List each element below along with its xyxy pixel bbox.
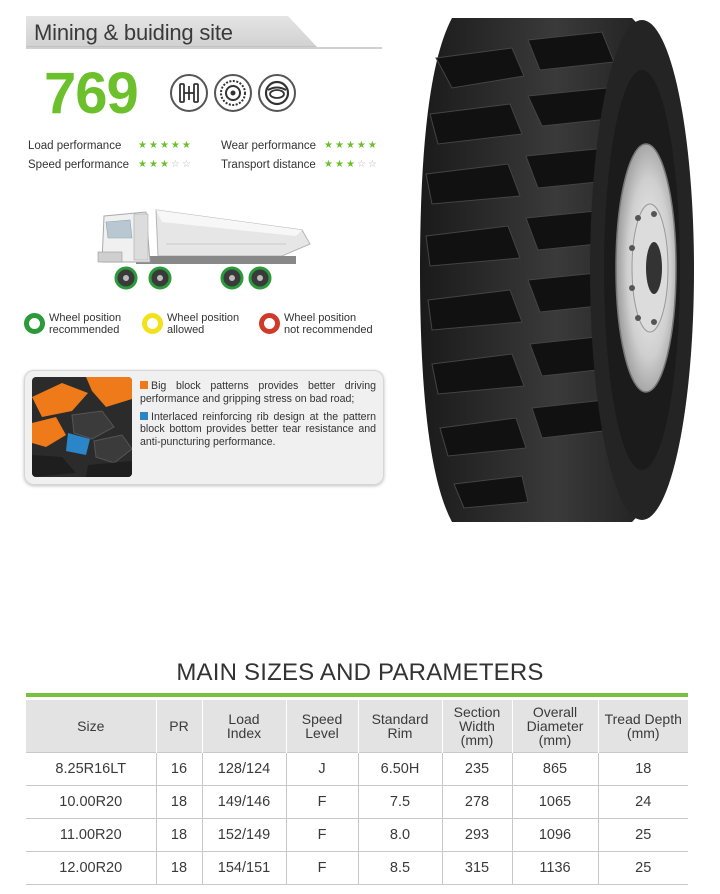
star-filled-icon: ★ bbox=[138, 159, 149, 170]
tire-product-image bbox=[392, 18, 708, 522]
legend-line2: allowed bbox=[167, 324, 205, 336]
yellow-ring-icon bbox=[142, 313, 163, 334]
table-cell: 16 bbox=[156, 752, 202, 785]
star-empty-icon: ☆ bbox=[356, 159, 368, 170]
table-cell: 8.25R16LT bbox=[26, 752, 156, 785]
blue-square-icon bbox=[140, 412, 148, 420]
star-filled-icon: ★ bbox=[138, 140, 149, 151]
orange-square-icon bbox=[140, 381, 148, 389]
star-filled-icon: ★ bbox=[334, 159, 346, 170]
column-header: Size bbox=[26, 700, 156, 752]
star-filled-icon: ★ bbox=[170, 140, 182, 151]
table-cell: 10.00R20 bbox=[26, 785, 156, 818]
rating-load bbox=[28, 136, 193, 155]
rating-label: Transport distance bbox=[221, 158, 316, 171]
rating-label: Wear performance bbox=[221, 139, 317, 152]
table-cell: 18 bbox=[598, 752, 688, 785]
table-cell: F bbox=[286, 818, 358, 851]
table-cell: J bbox=[286, 752, 358, 785]
table-cell: 278 bbox=[442, 785, 512, 818]
table-cell: 1136 bbox=[512, 851, 598, 884]
star-filled-icon: ★ bbox=[148, 140, 160, 151]
table-cell: 149/146 bbox=[202, 785, 286, 818]
star-empty-icon: ☆ bbox=[181, 159, 193, 170]
legend-line1: Wheel position bbox=[49, 312, 122, 324]
page-title: Mining & buiding site bbox=[34, 20, 233, 45]
table-cell: 18 bbox=[156, 851, 202, 884]
legend-line1: Wheel position bbox=[284, 312, 357, 324]
column-header: Tread Depth (mm) bbox=[598, 700, 688, 752]
star-rating bbox=[138, 159, 193, 170]
table-row bbox=[26, 752, 688, 785]
parameters-table bbox=[26, 700, 688, 885]
star-empty-icon: ☆ bbox=[367, 159, 379, 170]
table-cell: F bbox=[286, 785, 358, 818]
steering-wheel-icon bbox=[258, 74, 296, 112]
legend-line2: recommended bbox=[49, 324, 120, 336]
dump-truck-illustration bbox=[96, 200, 312, 300]
table-cell: 7.5 bbox=[358, 785, 442, 818]
axle-icon bbox=[170, 74, 208, 112]
info-para-1: Big block patterns provides better driving performance and gripping stress on bad road; bbox=[140, 380, 376, 405]
table-cell: 18 bbox=[156, 785, 202, 818]
star-filled-icon: ★ bbox=[367, 140, 379, 151]
table-cell: F bbox=[286, 851, 358, 884]
column-header: PR bbox=[156, 700, 202, 752]
table-row bbox=[26, 851, 688, 884]
model-number: 769 bbox=[44, 61, 138, 126]
star-filled-icon: ★ bbox=[181, 140, 193, 151]
rating-speed bbox=[28, 155, 193, 174]
table-cell: 1065 bbox=[512, 785, 598, 818]
star-filled-icon: ★ bbox=[159, 140, 171, 151]
info-bullet-blue bbox=[140, 411, 376, 449]
table-cell: 8.0 bbox=[358, 818, 442, 851]
table-header-row bbox=[26, 700, 688, 752]
table-cell: 25 bbox=[598, 851, 688, 884]
table-row bbox=[26, 818, 688, 851]
red-ring-icon bbox=[259, 313, 280, 334]
star-rating bbox=[324, 159, 379, 170]
column-header: Standard Rim bbox=[358, 700, 442, 752]
info-bullet-orange bbox=[140, 380, 376, 406]
table-cell: 6.50H bbox=[358, 752, 442, 785]
table-cell: 293 bbox=[442, 818, 512, 851]
table-cell: 24 bbox=[598, 785, 688, 818]
table-cell: 12.00R20 bbox=[26, 851, 156, 884]
star-filled-icon: ★ bbox=[345, 140, 357, 151]
section-divider bbox=[26, 693, 688, 697]
tire-disc-icon bbox=[214, 74, 252, 112]
column-header: Section Width (mm) bbox=[442, 700, 512, 752]
table-cell: 18 bbox=[156, 818, 202, 851]
legend-not-recommended bbox=[259, 312, 373, 336]
table-cell: 865 bbox=[512, 752, 598, 785]
header-divider bbox=[26, 47, 382, 49]
star-filled-icon: ★ bbox=[334, 140, 346, 151]
star-filled-icon: ★ bbox=[324, 140, 335, 151]
column-header: Load Index bbox=[202, 700, 286, 752]
table-cell: 154/151 bbox=[202, 851, 286, 884]
tread-pattern-thumbnail bbox=[32, 377, 132, 477]
table-cell: 25 bbox=[598, 818, 688, 851]
star-filled-icon: ★ bbox=[324, 159, 335, 170]
rating-transport bbox=[221, 155, 379, 174]
star-empty-icon: ☆ bbox=[170, 159, 182, 170]
rating-wear bbox=[221, 136, 379, 155]
table-cell: 8.5 bbox=[358, 851, 442, 884]
star-rating bbox=[324, 140, 379, 151]
legend-line2: not recommended bbox=[284, 324, 373, 336]
star-filled-icon: ★ bbox=[159, 159, 171, 170]
info-para-2: Interlaced reinforcing rib design at the pattern block bottom provides better tear resistance and anti-puncturing performance. bbox=[140, 410, 376, 449]
section-title: MAIN SIZES AND PARAMETERS bbox=[176, 659, 544, 686]
column-header: Overall Diameter (mm) bbox=[512, 700, 598, 752]
green-ring-icon bbox=[24, 313, 45, 334]
table-cell: 315 bbox=[442, 851, 512, 884]
star-filled-icon: ★ bbox=[345, 159, 357, 170]
table-cell: 235 bbox=[442, 752, 512, 785]
star-filled-icon: ★ bbox=[148, 159, 160, 170]
table-cell: 1096 bbox=[512, 818, 598, 851]
star-rating bbox=[138, 140, 193, 151]
rating-label: Speed performance bbox=[28, 158, 130, 171]
info-text bbox=[140, 380, 376, 454]
legend-line1: Wheel position bbox=[167, 312, 240, 324]
ratings-right bbox=[221, 136, 379, 174]
table-cell: 152/149 bbox=[202, 818, 286, 851]
table-cell: 128/124 bbox=[202, 752, 286, 785]
table-row bbox=[26, 785, 688, 818]
feature-icons bbox=[170, 74, 296, 112]
rating-label: Load performance bbox=[28, 139, 122, 152]
column-header: Speed Level bbox=[286, 700, 358, 752]
legend-allowed bbox=[142, 312, 239, 336]
table-cell: 11.00R20 bbox=[26, 818, 156, 851]
legend-recommended bbox=[24, 312, 121, 336]
ratings-left bbox=[28, 136, 193, 174]
star-filled-icon: ★ bbox=[356, 140, 368, 151]
